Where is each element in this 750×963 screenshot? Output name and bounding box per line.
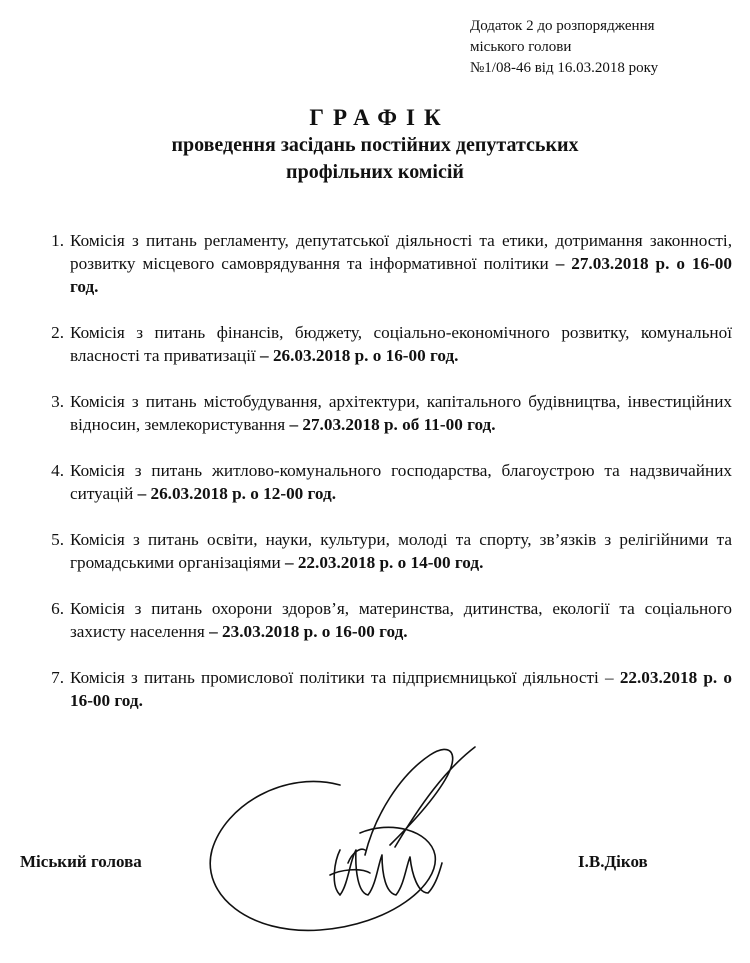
item-text — [70, 528, 732, 574]
item-text — [70, 666, 732, 712]
item-description: Комісія з питань освіти, науки, культури, молоді та спорту, зв’язків з релігійними та громадськими організаціями — [70, 530, 732, 572]
item-text — [70, 459, 732, 505]
item-date: – 23.03.2018 р. о 16-00 год. — [209, 622, 408, 641]
item-description: Комісія з питань охорони здоров’я, материнства, дитинства, екології та соціального захисту населення — [70, 599, 732, 641]
annex-line: міського голови — [470, 39, 572, 55]
document-title — [0, 104, 750, 186]
item-text — [70, 390, 732, 436]
list-item — [30, 390, 732, 436]
list-item — [30, 597, 732, 643]
title-line: проведення засідань постійних депутатських — [171, 134, 579, 156]
item-text — [70, 597, 732, 643]
item-description: Комісія з питань промислової політики та підприємницької діяльності – — [70, 668, 620, 687]
annex-line: Додаток 2 до розпорядження — [470, 18, 655, 34]
handwritten-signature — [190, 735, 520, 945]
item-description: Комісія з питань містобудування, архітектури, капітального будівництва, інвестиційних відносин, землекористування — [70, 392, 732, 434]
signature-position: Міський голова — [20, 852, 142, 871]
item-text — [70, 321, 732, 367]
item-number: 2. — [51, 323, 64, 342]
item-date: – 26.03.2018 р. о 16-00 год. — [260, 346, 459, 365]
title-line: профільних комісій — [286, 161, 464, 183]
annex-note — [470, 16, 740, 79]
item-description: Комісія з питань житлово-комунального господарства, благоустрою та надзвичайних ситуацій — [70, 461, 732, 503]
list-item — [30, 528, 732, 574]
item-description: Комісія з питань регламенту, депутатської діяльності та етики, дотримання законності, розвитку місцевого самоврядування та інформативної політики — [70, 231, 732, 273]
item-number: 3. — [51, 392, 64, 411]
list-item — [30, 459, 732, 505]
annex-line: №1/08-46 від 16.03.2018 року — [470, 60, 659, 76]
list-item — [30, 229, 732, 298]
signature-name: І.В.Діков — [578, 852, 648, 871]
list-item — [30, 321, 732, 367]
item-text — [70, 229, 732, 298]
item-number: 7. — [51, 668, 64, 687]
title-word: ГРАФІК — [309, 105, 450, 130]
item-number: 4. — [51, 461, 64, 480]
item-date: – 26.03.2018 р. о 12-00 год. — [137, 484, 337, 503]
item-number: 1. — [51, 231, 64, 250]
item-date: – 27.03.2018 р. об 11-00 год. — [289, 415, 496, 434]
item-number: 6. — [51, 599, 64, 618]
list-item — [30, 666, 732, 712]
item-description: Комісія з питань фінансів, бюджету, соціально-економічного розвитку, комунальної власності та приватизації — [70, 323, 732, 365]
item-number: 5. — [51, 530, 64, 549]
item-date: – 27.03.2018 р. о 16-00 год. — [70, 254, 732, 296]
item-date: – 22.03.2018 р. о 14-00 год. — [284, 553, 484, 572]
commission-list — [30, 229, 732, 735]
item-date: 22.03.2018 р. о 16-00 год. — [70, 668, 732, 710]
